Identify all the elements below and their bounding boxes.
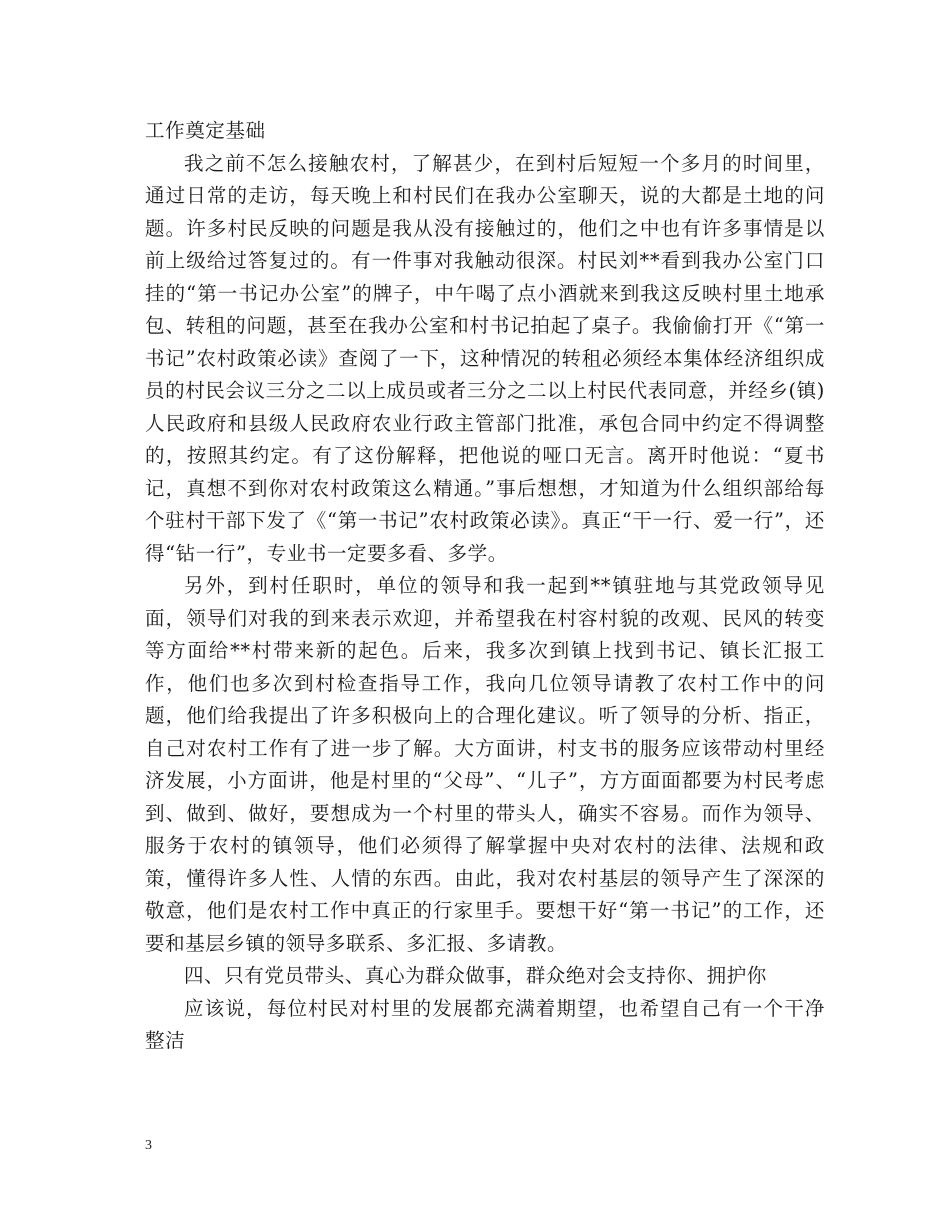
page-number: 3 <box>145 1138 152 1153</box>
paragraph-1: 我之前不怎么接触农村，了解甚少，在到村后短短一个多月的时间里，通过日常的走访，每天晚上和村民们在我办公室聊天，说的大都是土地的问题。许多村民反映的问题是我从没有接触过的，他们之中也有许多事情是以前上级给过答复过的。有一件事对我触动很深。村民刘**看到我办公室门口挂的“第一书记办公室”的牌子，中午喝了点小酒就来到我这反映村里土地承包、转租的问题，甚至在我办公室和村书记拍起了桌子。我偷偷打开《“第一书记”农村政策必读》查阅了一下，这种情况的转租必须经本集体经济组织成员的村民会议三分之二以上成员或者三分之二以上村民代表同意，并经乡(镇)人民政府和县级人民政府农业行政主管部门批准，承包合同中约定不得调整的，按照其约定。有了这份解释，把他说的哑口无言。离开时他说：“夏书记，真想不到你对农村政策这么精通。”事后想想，才知道为什么组织部给每个驻村干部下发了《“第一书记”农村政策必读》。真正“干一行、爱一行”，还得“钻一行”，专业书一定要多看、多学。 <box>145 151 825 565</box>
section-heading: 四、只有党员带头、真心为群众做事，群众绝对会支持你、拥护你 <box>184 964 767 987</box>
paragraph-continuation: 工作奠定基础 <box>145 119 266 142</box>
paragraph-3: 应该说，每位村民对村里的发展都充满着期望，也希望自己有一个干净整洁 <box>145 996 825 1052</box>
paragraph-2: 另外，到村任职时，单位的领导和我一起到**镇驻地与其党政领导见面，领导们对我的到来表示欢迎，并希望我在村容村貌的改观、民风的转变等方面给**村带来新的起色。后来，我多次到镇上找到书记、镇长汇报工作，他们也多次到村检查指导工作，我向几位领导请教了农村工作中的问题，他们给我提出了许多积极向上的合理化建议。听了领导的分析、指正，自己对农村工作有了进一步了解。大方面讲，村支书的服务应该带动村里经济发展，小方面讲，他是村里的“父母”、“儿子”，方方面面都要为村民考虑到、做到、做好，要想成为一个村里的带头人，确实不容易。而作为领导、服务于农村的镇领导，他们必须得了解掌握中央对农村的法律、法规和政策，懂得许多人性、人情的东西。由此，我对农村基层的领导产生了深深的敬意，他们是农村工作中真正的行家里手。要想干好“第一书记”的工作，还要和基层乡镇的领导多联系、多汇报、多请教。 <box>145 574 825 955</box>
document-body <box>145 115 825 1058</box>
